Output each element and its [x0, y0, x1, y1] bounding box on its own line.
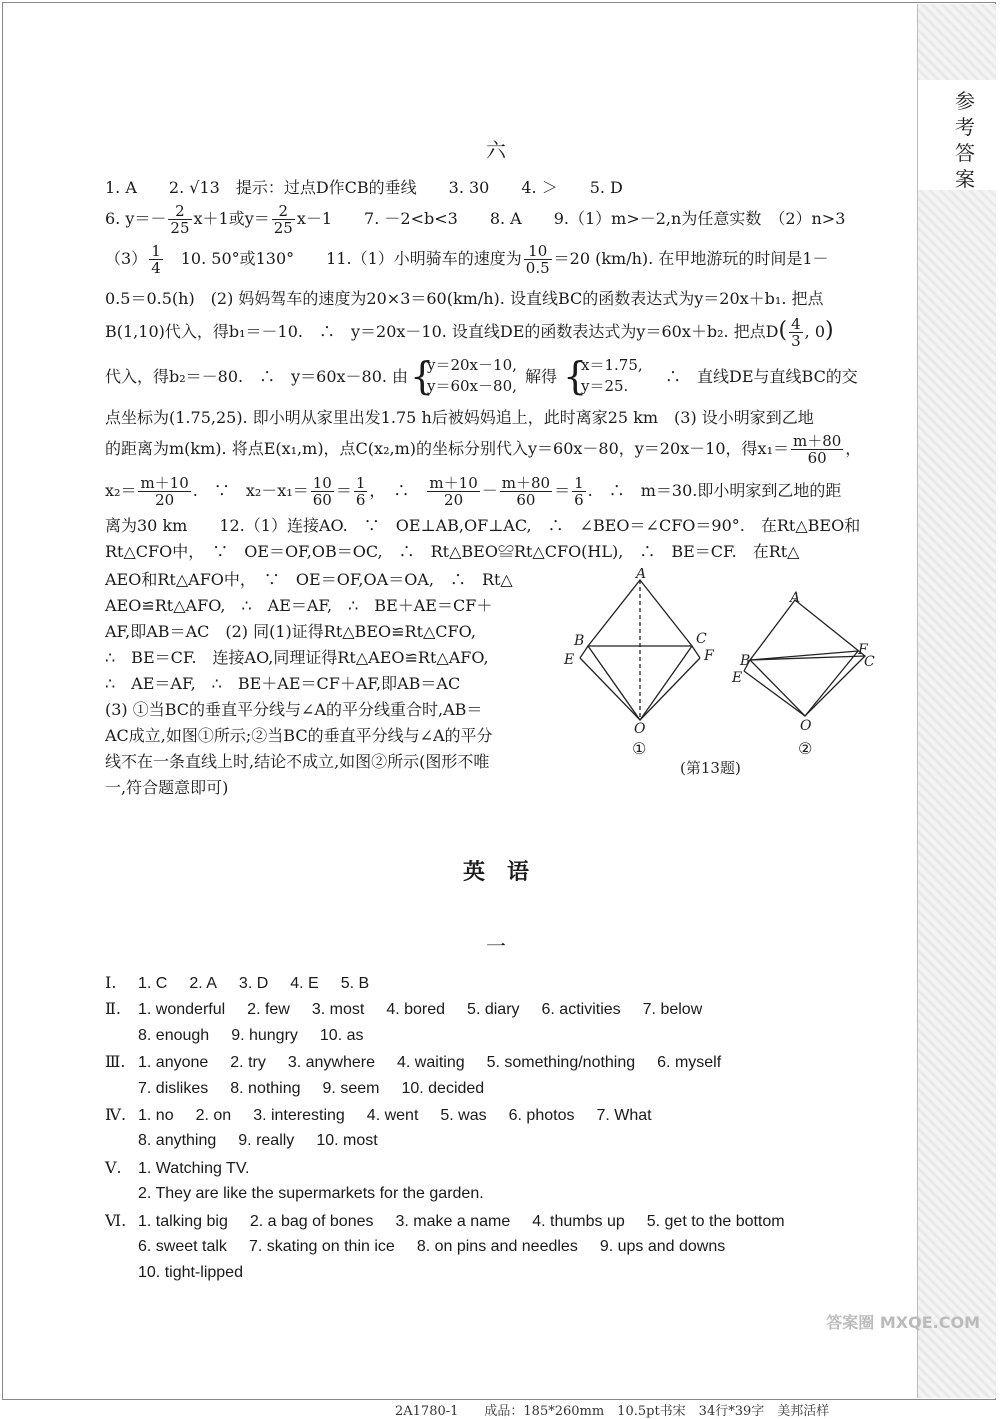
fig2-fo — [805, 651, 858, 716]
fig1-eo — [580, 658, 640, 720]
fig2-number: ② — [798, 739, 813, 758]
math-line-3: （3） $\frac{1}{4}$ 10. 50°或130° 11.（1）小明骑车的速度为 $\frac{10}{0.5}$ ＝20 (km/h). 在甲地游玩的时间是1－ — [105, 242, 829, 277]
answer-item: 3. make a name — [395, 1212, 511, 1230]
fig1-label-b: B — [574, 633, 585, 649]
english-row — [105, 1262, 265, 1284]
english-row — [105, 1157, 271, 1180]
answer-item: 8. on pins and needles — [416, 1238, 578, 1255]
english-row — [105, 1130, 400, 1152]
english-row — [105, 1078, 506, 1100]
roman-numeral: Ⅰ. — [105, 973, 117, 992]
math-line-2: 6. y＝－ $\frac{2}{25}$ x＋1或y＝ $\frac{2}{25}$ x－1 7. －2<b<3 8. A 9.（1）m>－2,n为任意实数 （2）n>3 — [105, 202, 846, 237]
answer-item: 5. diary — [467, 1001, 520, 1019]
answer-item: 2. try — [230, 1054, 266, 1072]
answer-item: 7. dislikes — [138, 1079, 209, 1097]
answer-item: 10. as — [319, 1026, 364, 1044]
fig1-label-e: E — [564, 652, 575, 668]
fraction: $\frac{m+10}{20}$ — [429, 474, 478, 509]
answer-item: 1. Watching TV. — [138, 1159, 250, 1177]
english-row — [105, 972, 391, 995]
fig2-label-f: F — [858, 642, 868, 658]
answer-item: 9. seem — [322, 1079, 380, 1097]
english-row — [105, 998, 724, 1021]
answer-item: 10. decided — [401, 1079, 485, 1097]
english-row — [105, 1236, 747, 1258]
fraction: $\frac{m+10}{20}$ — [140, 474, 189, 509]
fig1-label-a: A — [636, 568, 647, 582]
fig2-eo — [744, 671, 805, 716]
fig2-label-c: C — [864, 654, 875, 670]
answer-item: 1. wonderful — [138, 1001, 226, 1019]
math-section-title: 六 — [486, 138, 506, 162]
roman-numeral: Ⅳ. — [105, 1105, 127, 1124]
answer-item: 3. most — [311, 1001, 365, 1019]
english-row — [105, 1183, 506, 1205]
fig1-label-f: F — [704, 648, 714, 664]
watermark: 答案圈 MXQE.COM — [826, 1313, 980, 1332]
answer-item: 5. was — [440, 1107, 487, 1124]
answer-item: 6. sweet talk — [138, 1238, 227, 1255]
side-strip — [917, 4, 996, 1398]
fraction: $\frac{1}{6}$ — [574, 474, 584, 509]
english-row — [105, 1025, 386, 1047]
answer-item: 4. waiting — [397, 1054, 465, 1072]
math-line-4: 0.5＝0.5(h) (2) 妈妈驾车的速度为20×3＝60(km/h). 设直线BC的函数表达式为y＝20x＋b₁. 把点 — [105, 289, 824, 308]
math-line-9: x₂＝ $\frac{m+10}{20}$ . ∵ x₂－x₁＝ $\frac{10}{60}$ ＝ $\frac{1}{6}$ ， ∴ $\frac{m+10}{20}$ － $\frac{m+80}{60}$ ＝ $\frac{1}{6}$ . ∴ m＝30.即小明家到乙地的距 — [105, 474, 842, 509]
fig2-label-o: O — [800, 718, 812, 734]
fraction: $\frac{2}{25}$ — [170, 202, 190, 237]
answer-item: 1. anyone — [138, 1054, 209, 1072]
answer-item: 9. ups and downs — [599, 1238, 726, 1255]
answer-item: 4. went — [366, 1107, 419, 1124]
figure-q13 — [560, 568, 900, 783]
fraction: $\frac{m+80}{60}$ — [792, 432, 842, 467]
answer-item: 2. They are like the supermarkets for the garden. — [138, 1185, 484, 1203]
roman-numeral: Ⅱ. — [105, 999, 121, 1019]
english-row — [105, 1210, 807, 1233]
answer-item: 8. nothing — [230, 1079, 301, 1097]
answer-item: 10. most — [316, 1132, 378, 1150]
fig1-number: ① — [632, 739, 647, 758]
answer-item: 4. E — [290, 975, 319, 992]
answer-item: 3. D — [238, 975, 269, 992]
math-line-5: B(1,10)代入，得b₁＝－10. ∴ y＝20x－10. 设直线DE的函数表达式为y＝60x＋b₂. 把点D( $\frac{4}{3}$ , 0) — [105, 315, 834, 350]
english-row — [105, 1104, 674, 1127]
fig1-label-o: O — [634, 721, 646, 737]
fraction: $\frac{1}{4}$ — [151, 242, 161, 277]
answer-item: 8. anything — [138, 1132, 217, 1150]
answer-item: 3. interesting — [253, 1107, 345, 1124]
fraction: $\frac{2}{25}$ — [273, 202, 293, 237]
side-label: 参考答案 — [955, 89, 975, 191]
answer-item: 2. on — [195, 1107, 232, 1124]
math-line-11: Rt△CFO中， ∵ OE＝OF,OB＝OC, ∴ Rt△BEO≌Rt△CFO(HL), ∴ BE＝CF. 在Rt△ — [105, 542, 800, 561]
fraction: $\frac{1}{6}$ — [355, 474, 366, 509]
english-title: 英 语 — [462, 860, 529, 885]
math-line-10: 离为30 km 12.（1）连接AO. ∵ OE⊥AB,OF⊥AC, ∴ ∠BEO＝∠CFO＝90°. 在Rt△BEO和 — [105, 516, 861, 535]
answer-item: 2. few — [247, 1001, 290, 1019]
answer-item: 6. myself — [657, 1054, 722, 1072]
answer-item: 4. bored — [386, 1001, 446, 1019]
fraction: $\frac{10}{60}$ — [312, 474, 332, 509]
answer-item: 7. below — [642, 1001, 703, 1019]
fig1-cf — [692, 646, 700, 658]
answer-item: 3. anywhere — [287, 1054, 376, 1072]
answer-item: 9. hungry — [231, 1026, 298, 1044]
answer-item: 8. enough — [138, 1026, 210, 1044]
answer-item: 6. photos — [508, 1107, 575, 1124]
answer-item: 5. something/nothing — [486, 1054, 636, 1072]
math-line-1: 1. A 2. √13 提示：过点D作CB的垂线 3. 30 4. ＞ 5. D — [105, 178, 623, 197]
answer-item: 4. thumbs up — [532, 1212, 625, 1230]
answer-item: 1. no — [138, 1107, 174, 1124]
answer-item: 10. tight-lipped — [138, 1264, 243, 1282]
figure-caption: (第13题) — [680, 759, 741, 777]
fig1-label-c: C — [696, 631, 707, 647]
roman-numeral: Ⅴ. — [105, 1157, 122, 1177]
english-section: 一 — [486, 934, 506, 958]
fraction: $\frac{4}{3}$ — [791, 315, 801, 350]
answer-item: 5. B — [340, 975, 370, 992]
answer-item: 2. a bag of bones — [249, 1212, 374, 1230]
answer-item: 1. C — [138, 975, 168, 992]
roman-numeral: Ⅵ. — [105, 1210, 127, 1230]
answer-item: 9. really — [238, 1132, 295, 1150]
answer-item: 5. get to the bottom — [646, 1212, 785, 1230]
fig2-label-e: E — [732, 670, 743, 686]
fraction: $\frac{10}{0.5}$ — [525, 242, 550, 277]
answer-item: 1. talking big — [138, 1212, 228, 1230]
fraction: $\frac{m+80}{60}$ — [501, 474, 551, 509]
fig2-label-b: B — [740, 653, 751, 669]
fig1-fo — [640, 658, 700, 720]
answer-item: 7. What — [596, 1107, 652, 1124]
math-para-12: AEO和Rt△AFO中， ∵ OE＝OF,OA＝OA, ∴ Rt△ AEO≌Rt△AFO, ∴ AE＝AF, ∴ BE＋AE＝CF＋ AF,即AB＝AC (2) 同(1)证得Rt△BEO≌Rt△CFO, ∴ BE＝CF. 连接AO,同理证得Rt△AEO≌Rt△AFO, ∴ AE＝AF, ∴ BE＋AE＝CF＋AF,即AB＝AC (3) ①当BC的垂直平分线与∠A的平分线重合时,AB＝ AC成立,如图①所示;②当BC的垂直平分线与∠A的平分 线不在一条直线上时,结论不成立,如图②所示(图形不唯 一,符合题意即可) — [105, 570, 513, 797]
math-line-7: 点坐标为(1.75,25). 即小明从家里出发1.75 h后被妈妈追上，此时离家25 km (3) 设小明家到乙地 — [105, 408, 814, 427]
math-line-6: 代入，得b₂＝－80. ∴ y＝60x－80. 由 { y＝20x－10, y＝60x－80, 解得 { x＝1.75, y＝25. ∴ 直线DE与直线BC的交 — [105, 354, 858, 398]
answer-item: 2. A — [189, 975, 217, 992]
english-row — [105, 1051, 743, 1074]
answer-item: 7. skating on thin ice — [248, 1238, 395, 1255]
roman-numeral: Ⅲ. — [105, 1052, 126, 1072]
math-line-8: 的距离为m(km). 将点E(x₁,m)，点C(x₂,m)的坐标分别代入y＝60x－80，y＝20x－10，得x₁＝ $\frac{m+80}{60}$ ， — [105, 432, 862, 467]
fig2-label-a: A — [790, 590, 801, 606]
answer-item: 6. activities — [541, 1001, 621, 1019]
